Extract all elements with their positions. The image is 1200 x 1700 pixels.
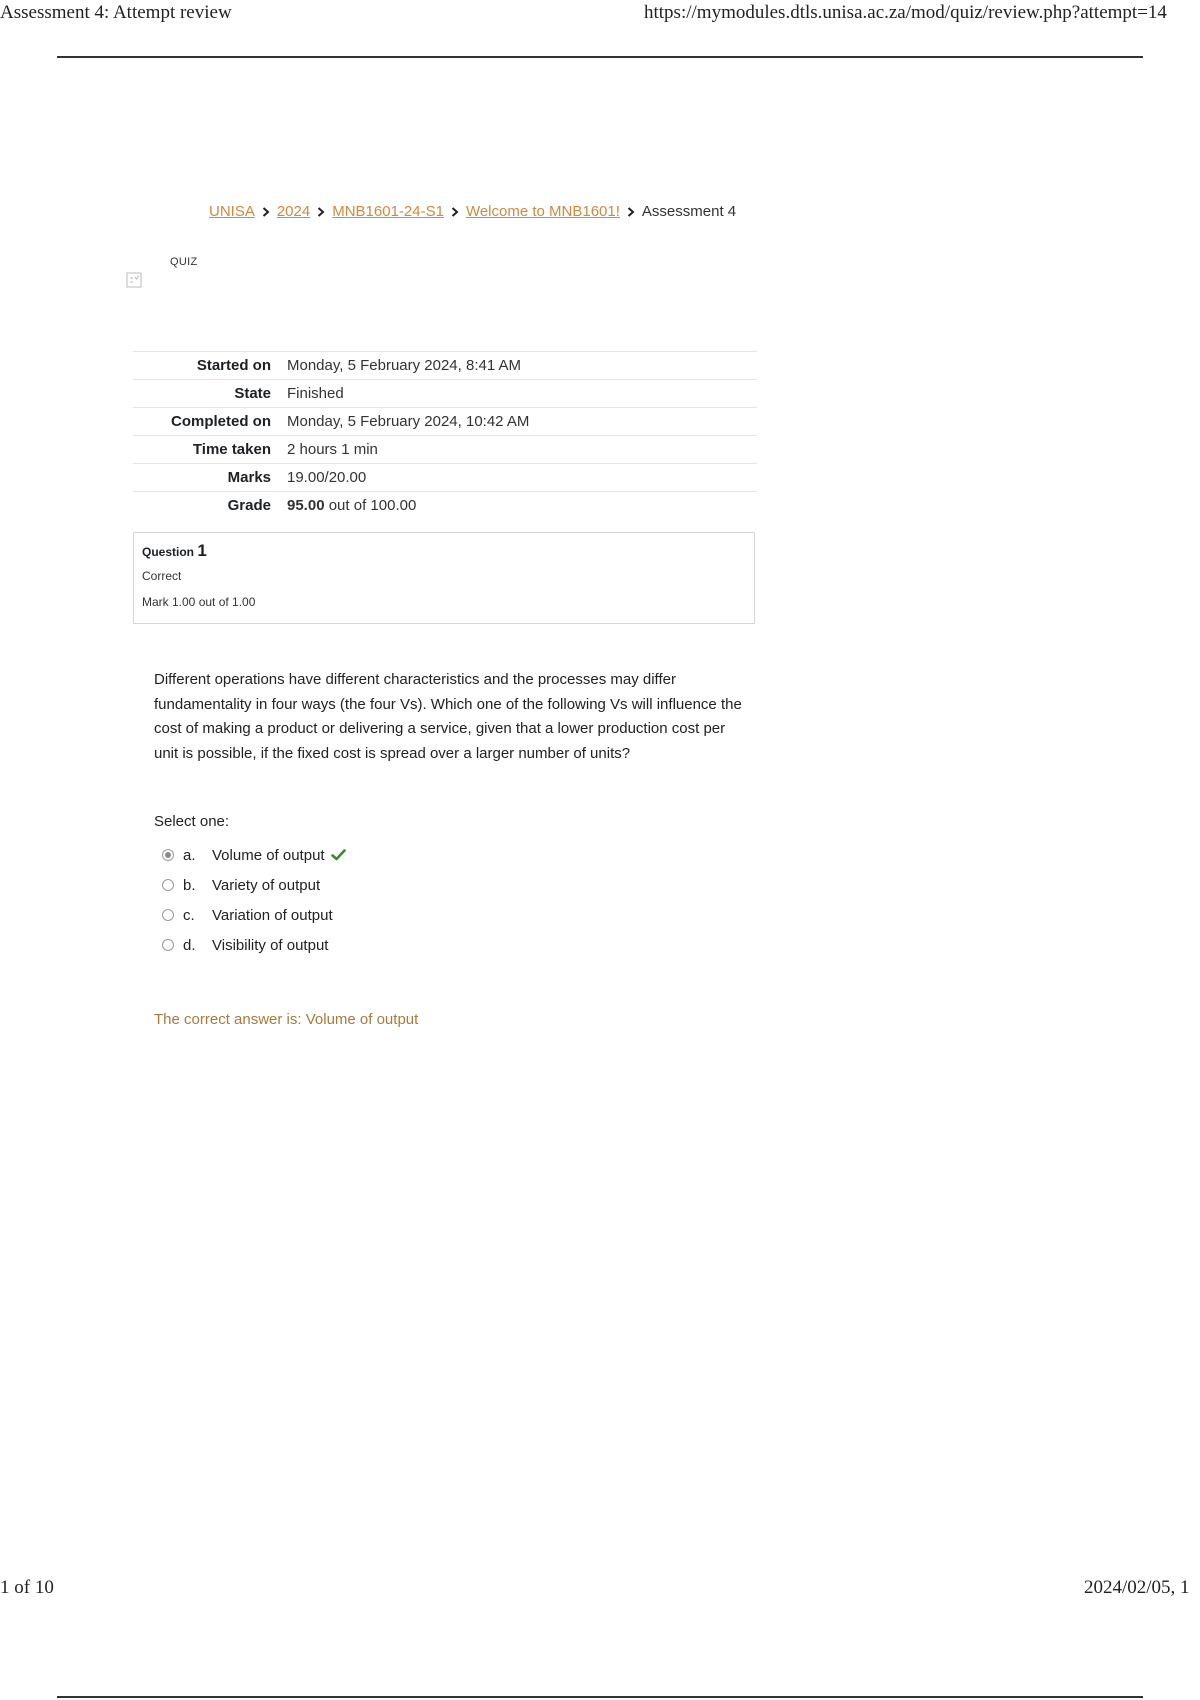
- print-header-url: https://mymodules.dtls.unisa.ac.za/mod/quiz/review.php?attempt=14: [644, 2, 1167, 23]
- answer-text: Visibility of output: [212, 936, 329, 954]
- question-info-box: [133, 532, 755, 624]
- activity-type-label: QUIZ: [170, 256, 198, 268]
- summary-row-completed: [133, 408, 757, 436]
- grade-out-of: out of 100.00: [324, 497, 417, 514]
- summary-label: State: [234, 385, 271, 402]
- print-footer-datetime: 2024/02/05, 1: [1084, 1577, 1190, 1598]
- header-divider: [57, 56, 1143, 58]
- summary-label: Grade: [227, 497, 271, 514]
- print-footer-page: 1 of 10: [0, 1577, 54, 1598]
- chevron-right-icon: [310, 203, 332, 220]
- summary-label: Completed on: [171, 413, 271, 430]
- answer-text: Variety of output: [212, 876, 321, 894]
- answer-option-b[interactable]: [162, 870, 346, 900]
- answer-letter: d.: [183, 936, 196, 954]
- select-prompt: Select one:: [154, 813, 230, 830]
- quiz-icon: [126, 272, 142, 288]
- chevron-right-icon: [620, 203, 642, 220]
- footer-divider: [57, 1696, 1143, 1698]
- chevron-right-icon: [255, 203, 277, 220]
- summary-row-time-taken: [133, 436, 757, 464]
- question-grade: Mark 1.00 out of 1.00: [142, 595, 256, 609]
- summary-row-started: [133, 352, 757, 380]
- print-header-title: Assessment 4: Attempt review: [0, 2, 232, 23]
- summary-value: [287, 492, 757, 520]
- answer-text: Volume of output: [212, 846, 325, 864]
- answer-option-d[interactable]: [162, 930, 346, 960]
- summary-value: Finished: [287, 385, 344, 402]
- answer-letter: b.: [183, 876, 196, 894]
- radio-button[interactable]: [162, 879, 174, 891]
- summary-value: Monday, 5 February 2024, 8:41 AM: [287, 357, 522, 374]
- answer-letter: a.: [183, 846, 196, 864]
- breadcrumb-link-course[interactable]: MNB1601-24-S1: [332, 203, 444, 220]
- summary-value: 2 hours 1 min: [287, 441, 378, 458]
- answer-option-c[interactable]: [162, 900, 346, 930]
- answer-letter: c.: [183, 906, 195, 924]
- radio-button[interactable]: [162, 909, 174, 921]
- breadcrumb-link-year[interactable]: 2024: [276, 203, 311, 220]
- summary-value: Monday, 5 February 2024, 10:42 AM: [287, 413, 530, 430]
- breadcrumb-current: Assessment 4: [641, 203, 737, 220]
- breadcrumb-link-section[interactable]: Welcome to MNB1601!: [465, 203, 620, 220]
- question-state: Correct: [142, 569, 182, 583]
- attempt-summary-table: [133, 351, 757, 519]
- summary-value: 19.00/20.00: [287, 469, 367, 486]
- summary-label: Started on: [196, 357, 271, 374]
- question-number-value: 1: [197, 541, 207, 560]
- question-prefix: Question: [142, 545, 195, 559]
- answer-option-a[interactable]: [162, 840, 346, 870]
- radio-button-selected[interactable]: [162, 849, 174, 861]
- breadcrumb: [209, 203, 736, 220]
- question-text: Different operations have different characteristics and the processes may differ fundamentality in four ways (the four Vs). Which one of the following Vs will influence the cost of making a product or delivering a service, given that a lower production cost per unit is possible, if the fixed cost is spread over a larger number of units?: [154, 671, 742, 762]
- summary-row-state: [133, 380, 757, 408]
- correct-answer-feedback: The correct answer is: Volume of output: [154, 1011, 419, 1028]
- chevron-right-icon: [444, 203, 466, 220]
- answer-options: [162, 840, 346, 960]
- radio-button[interactable]: [162, 939, 174, 951]
- grade-score: 95.00: [287, 497, 325, 514]
- breadcrumb-link-unisa[interactable]: UNISA: [209, 203, 255, 220]
- answer-text: Variation of output: [212, 906, 333, 924]
- summary-row-grade: [133, 492, 757, 520]
- summary-label: Marks: [227, 469, 271, 486]
- summary-row-marks: [133, 464, 757, 492]
- summary-label: Time taken: [192, 441, 271, 458]
- correct-check-icon: [331, 849, 346, 861]
- question-number: [142, 541, 746, 561]
